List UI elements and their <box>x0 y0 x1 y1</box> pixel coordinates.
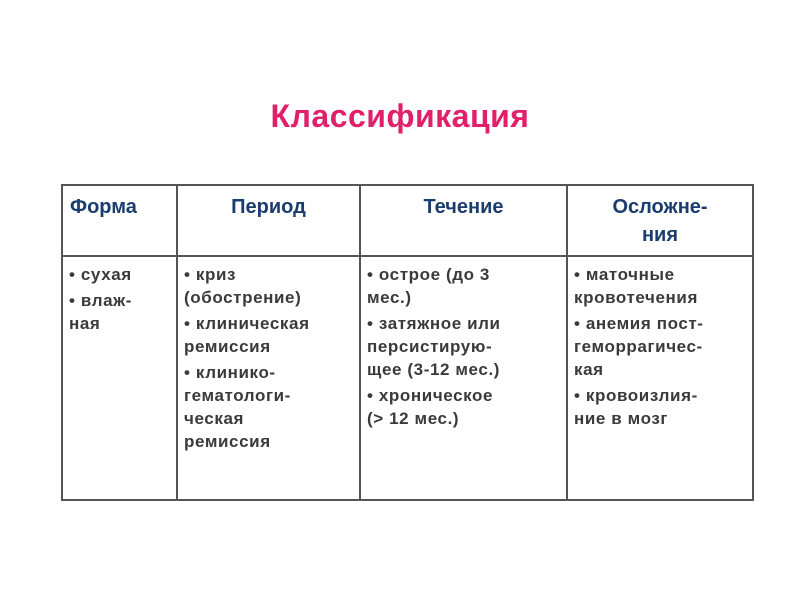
list-item: • маточные кровотечения <box>574 265 698 307</box>
complications-list <box>574 263 748 430</box>
list-item: • влаж- ная <box>69 291 133 333</box>
form-list <box>69 263 172 335</box>
classification-table <box>61 184 754 501</box>
table-header-row <box>62 185 753 256</box>
cell-course <box>360 256 567 500</box>
table-row <box>62 256 753 500</box>
list-item: • хроническое (> 12 мес.) <box>367 386 494 428</box>
header-form: Форма <box>62 185 177 256</box>
list-item: • сухая <box>69 265 132 284</box>
list-item: • клинико- гематологи- ческая ремиссия <box>184 363 291 451</box>
list-item: • затяжное или персистирую- щее (3-12 мес.) <box>367 314 501 379</box>
course-list <box>367 263 562 430</box>
cell-form <box>62 256 177 500</box>
cell-period <box>177 256 360 500</box>
list-item: • криз (обострение) <box>184 265 302 307</box>
page-title: Классификация <box>270 98 530 134</box>
header-course: Течение <box>360 185 567 256</box>
header-complications: Осложне- ния <box>567 185 753 256</box>
period-list <box>184 263 355 453</box>
cell-complications <box>567 256 753 500</box>
header-period: Период <box>177 185 360 256</box>
list-item: • кровоизлия- ние в мозг <box>574 386 698 428</box>
list-item: • клиническая ремиссия <box>184 314 310 356</box>
list-item: • анемия пост- геморрагичес- кая <box>574 314 704 379</box>
list-item: • острое (до 3 мес.) <box>367 265 490 307</box>
